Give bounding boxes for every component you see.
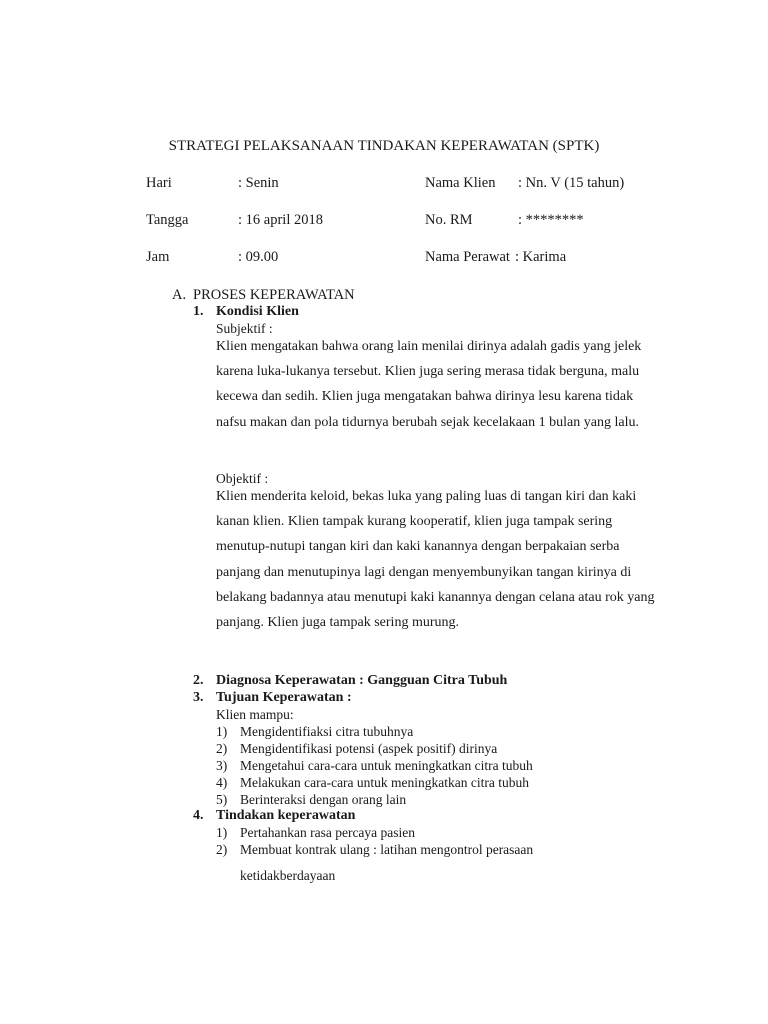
nama-klien-value: : Nn. V (15 tahun) [518, 175, 625, 191]
tindakan-item-text: Membuat kontrak ulang : latihan mengontrol perasaan [240, 842, 534, 857]
kondisi-title: Kondisi Klien [216, 304, 299, 319]
objektif-label: Objektif : [216, 471, 269, 486]
tujuan-item-text: Mengidentifikasi potensi (aspek positif) dirinya [240, 741, 498, 756]
tujuan-item-text: Berinteraksi dengan orang lain [240, 792, 407, 807]
hari-label: Hari [146, 175, 172, 191]
nama-perawat-value: : Karima [515, 249, 567, 265]
subjektif-label: Subjektif : [216, 321, 273, 336]
tujuan-item-number: 1) [216, 724, 228, 739]
section-a-letter: A. [172, 287, 187, 303]
tindakan-number: 4. [193, 808, 204, 823]
tujuan-item-number: 3) [216, 758, 228, 773]
tindakan-item-number: 1) [216, 825, 228, 840]
hari-value: : Senin [238, 175, 279, 191]
tujuan-item-text: Mengetahui cara-cara untuk meningkatkan citra tubuh [240, 758, 533, 773]
tujuan-item-number: 2) [216, 741, 228, 756]
tindakan-item-number: 2) [216, 842, 228, 857]
subjektif-paragraph: Klien mengatakan bahwa orang lain menilai dirinya adalah gadis yang jelek karena luka-lukanya tersebut. Klien juga sering merasa tidak berguna, malu kecewa dan sedih. Klien juga mengatakan bahwa dirinya lesu karena tidak nafsu makan dan pola tidurnya berubah sejak kecelakaan 1 bulan yang lalu. [216, 339, 642, 430]
nama-perawat-label: Nama Perawat [425, 249, 510, 265]
diagnosa-title: Diagnosa Keperawatan : Gangguan Citra Tubuh [216, 673, 508, 688]
document-title: STRATEGI PELAKSANAAN TINDAKAN KEPERAWATAN (SPTK) [168, 138, 600, 154]
tujuan-title: Tujuan Keperawatan : [216, 690, 352, 705]
tindakan-item-text: Pertahankan rasa percaya pasien [240, 825, 416, 840]
diagnosa-number: 2. [193, 673, 204, 688]
tanggal-value: : 16 april 2018 [238, 212, 323, 228]
tujuan-intro: Klien mampu: [216, 707, 294, 722]
tindakan-item-continuation: ketidakberdayaan [240, 868, 336, 883]
tujuan-number: 3. [193, 690, 204, 705]
no-rm-label: No. RM [425, 212, 473, 228]
jam-label: Jam [146, 249, 170, 265]
tujuan-item-number: 5) [216, 792, 228, 807]
no-rm-value: : ******** [518, 212, 584, 228]
kondisi-number: 1. [193, 304, 204, 319]
tujuan-item-number: 4) [216, 775, 228, 790]
tindakan-title: Tindakan keperawatan [216, 808, 356, 823]
objektif-paragraph: Klien menderita keloid, bekas luka yang paling luas di tangan kiri dan kaki kanan klien. Klien tampak kurang kooperatif, klien juga tampak sering menutup-nutupi tangan kiri dan kaki kanannya dengan berpakaian serba panjang dan menutupinya lagi dengan menyembunyikan tangan kirinya di belakang badannya atau menutupi kaki kanannya dengan celana atau rok yang panjang. Klien juga tampak sering murung. [216, 489, 655, 631]
tujuan-item-text: Mengidentifiaksi citra tubuhnya [240, 724, 414, 739]
tujuan-item-text: Melakukan cara-cara untuk meningkatkan citra tubuh [240, 775, 530, 790]
tanggal-label: Tangga [146, 212, 189, 228]
jam-value: : 09.00 [238, 249, 279, 265]
section-a-title: PROSES KEPERAWATAN [193, 287, 355, 303]
nama-klien-label: Nama Klien [425, 175, 496, 191]
